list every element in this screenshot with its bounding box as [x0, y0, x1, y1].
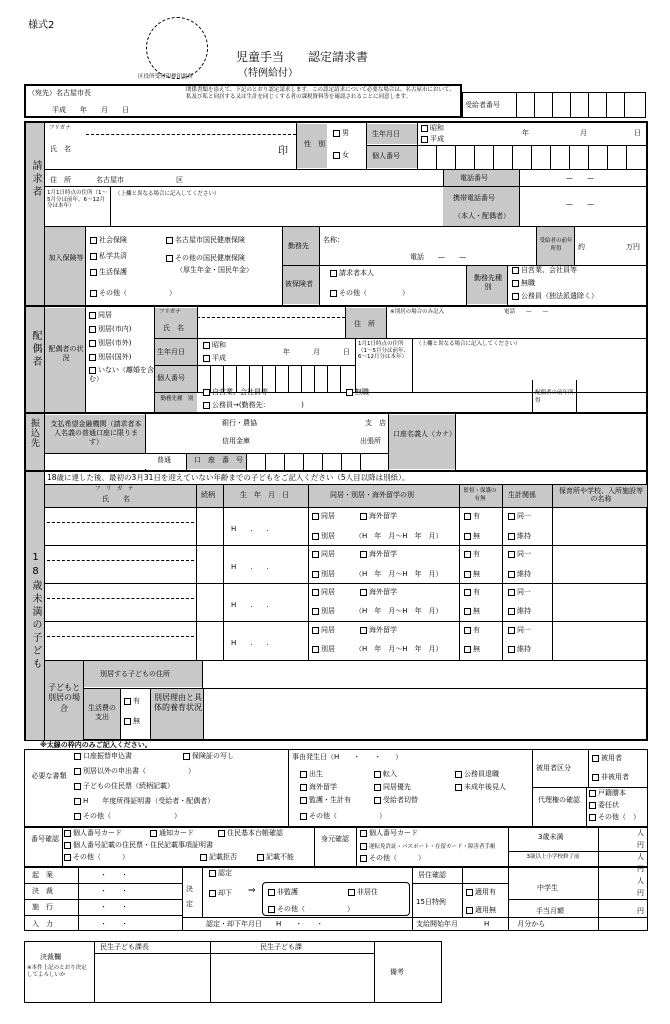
child4-doukyo[interactable]: 同居	[312, 626, 335, 634]
gender-label: 性 別	[304, 140, 325, 148]
event-kango[interactable]: 監護・生計有	[300, 796, 351, 804]
kessai-ran-label: 決裁欄	[40, 953, 61, 961]
doc-hoken[interactable]: 保険証の写し	[183, 752, 234, 760]
insured-label: 被保険者	[285, 280, 313, 288]
caution-text: ※太線の枠内のみご記入ください。	[40, 741, 152, 749]
income-label: 受給者の前年所得	[539, 238, 573, 252]
claimant-furigana-label: フリガナ	[49, 125, 71, 131]
child4-iji[interactable]: 維持	[508, 645, 531, 653]
kian-label: 起 案	[32, 871, 53, 879]
stamp-area	[146, 17, 208, 79]
children-h-furigana: フ リ ガ ナ	[95, 486, 134, 492]
num-juminhyo[interactable]: 個人番号記載の住民票・住民記載事項証明書	[64, 841, 213, 849]
child2-doukyo[interactable]: 同居	[312, 550, 335, 558]
request-date[interactable]: 平成 年 月 日	[52, 106, 129, 114]
kessai-label: 決 裁	[32, 887, 53, 895]
child1-period[interactable]: （H 年 月～H 年 月）	[355, 532, 443, 540]
pay-start-value[interactable]: H 月分から	[484, 920, 546, 928]
form-number: 様式2	[28, 20, 55, 31]
num-daicho[interactable]: 住民基本台帳確認	[218, 829, 283, 837]
birth-day: 日	[634, 129, 641, 137]
spouse-birth-day: 日	[343, 348, 350, 356]
child2-douitsu[interactable]: 同一	[508, 550, 531, 558]
id-other[interactable]: その他（ ）	[360, 854, 425, 862]
under3-yen: 円	[637, 841, 644, 849]
child1-iji[interactable]: 維持	[508, 532, 531, 540]
emp-type-label: 勤務先種 別	[474, 274, 509, 292]
kyakka-arrow: ⇒	[248, 886, 256, 896]
child1-doukyo[interactable]: 同居	[312, 512, 335, 520]
gender-male[interactable]: 男	[333, 129, 349, 137]
child4-bekkyo[interactable]: 別居	[312, 645, 335, 653]
bikou-label: 備考	[390, 968, 404, 976]
emp-type-none[interactable]: 無職	[512, 279, 535, 287]
type-employee[interactable]: 被用者	[592, 754, 622, 762]
insurance-label: 加入保険等	[48, 254, 84, 262]
personal-no-label: 個人番号	[372, 152, 400, 160]
children-note: 18歳に達した後、最初の3月31日を迎えていない年齢までの子どもをご記入ください（5人目以降は別紙）。	[47, 473, 410, 482]
ins-other[interactable]: その他（ ）	[90, 289, 176, 297]
child4-douitsu[interactable]: 同一	[508, 626, 531, 634]
spouse-emp-none[interactable]: 無職	[346, 388, 369, 396]
child2-bekkyo[interactable]: 別居	[312, 570, 335, 578]
under3-2-nin: 人	[637, 853, 644, 861]
child4-care-yes[interactable]: 有	[464, 626, 480, 634]
spouse-birth-label: 生年月日	[157, 348, 185, 356]
mobile-owner: （本人・配偶者）	[454, 212, 510, 220]
kian-date[interactable]: ・ ・	[100, 871, 128, 879]
spouse-heisei[interactable]: 平成	[203, 354, 226, 362]
recipient-type-label: 被用者区分	[536, 764, 571, 772]
under3-label: 3歳未満	[538, 833, 564, 841]
doc-shotoku[interactable]: H 年度所得証明書（受給者・配偶者）	[74, 797, 214, 805]
id-license[interactable]: 運転免許証・パスポート・在留カード・障害者手帳	[360, 843, 496, 850]
bank-type-shinkin: 信用金庫	[222, 437, 250, 445]
bank-branch2: 出張所	[360, 437, 381, 445]
ins-nagoya-kokuho[interactable]: 名古屋市国民健康保険	[166, 236, 245, 244]
birth-showa[interactable]: 昭和	[421, 124, 444, 132]
account-type-futsu: 普通	[157, 456, 171, 464]
gender-female[interactable]: 女	[333, 151, 349, 159]
income-approx: 約	[578, 243, 585, 251]
bank-branch: 支 店	[365, 419, 386, 427]
spouse-emp-public[interactable]: 公務員→(勤務先： )	[203, 401, 304, 409]
spouse-furigana: フリガナ	[159, 309, 181, 315]
spouse-emp-type-label: 勤務先種 別	[160, 396, 194, 402]
nyuryoku-date[interactable]: ・ ・	[100, 920, 128, 928]
consent-text: 関係書類を添えて、下記のとおり認定請求します。この認定請求について必要な場合は、名古屋市において、私及び私と同居する又は生計を同じくする者の課税資料等を確認されることに同意します。	[186, 87, 455, 101]
claimant-section-label: 請求者	[30, 160, 41, 199]
birth-heisei[interactable]: 平成	[421, 135, 444, 143]
bank-label: 支払希望金融機関（請求者本人名義の普通口座に限ります）	[50, 420, 142, 447]
children-h-live: 同居・別居・海外留学の別	[330, 491, 414, 499]
doc-other[interactable]: その他（ ）	[74, 812, 181, 820]
child3-bekkyo[interactable]: 別居	[312, 607, 335, 615]
claimant-name-input[interactable]	[86, 136, 296, 164]
docs-label: 必要な書類	[31, 772, 67, 780]
num-other[interactable]: その他（ ）	[64, 853, 129, 861]
spouse-birth-year: 年	[283, 348, 290, 356]
ins-other-kokuho[interactable]: その他の国民健康保険	[166, 254, 245, 262]
reason-label: 別居理由と具体的養育状況	[154, 693, 202, 713]
employer-name[interactable]: 名称：	[323, 236, 344, 244]
mobile-label: 携帯電話番号	[453, 194, 495, 202]
child3-care-no[interactable]: 無	[464, 607, 480, 615]
kessai-date[interactable]: ・ ・	[100, 887, 128, 895]
addressee: （宛先）名古屋市長	[28, 89, 91, 97]
emp-type-public[interactable]: 公務員（独法派遣除く）	[512, 292, 598, 300]
under3-2-yen: 円	[637, 865, 644, 873]
child4-birth[interactable]: H . .	[231, 639, 269, 647]
spouse-jan-note: （上欄と異なる場合に記入してください）	[416, 341, 521, 347]
form-subtitle: （特例給付）	[238, 68, 298, 79]
spouse-bekkyo-city[interactable]: 別居(市内)	[89, 325, 131, 333]
child2-care-yes[interactable]: 有	[464, 550, 480, 558]
spouse-none[interactable]: いない（離婚を含む）	[89, 366, 154, 384]
kettei-kyakka[interactable]: 却下	[209, 889, 232, 897]
child3-period[interactable]: （H 年 月～H 年 月）	[355, 607, 443, 615]
child-separated-label: 子どもと別居の場合	[48, 683, 80, 713]
kettei-nintei[interactable]: 認定	[209, 869, 232, 877]
child1-care-no[interactable]: 無	[464, 532, 480, 540]
child3-iji[interactable]: 維持	[508, 607, 531, 615]
reason-other[interactable]: その他（ ）	[268, 905, 354, 913]
insured-other[interactable]: その他（ ）	[330, 289, 409, 297]
jan-address-note: （上欄と異なる場合に記入してください）	[115, 191, 220, 197]
middle-label: 中学生	[537, 884, 558, 892]
child1-care-yes[interactable]: 有	[464, 512, 480, 520]
child2-period[interactable]: （H 年 月～H 年 月）	[355, 570, 443, 578]
child1-douitsu[interactable]: 同一	[508, 512, 531, 520]
reason-hikantoku[interactable]: 非監護	[268, 888, 298, 896]
under3-nin: 人	[637, 829, 644, 837]
address-ward: 区	[176, 176, 183, 184]
ka-label: 民生子ども課	[260, 943, 302, 951]
ins-pension-note: （厚生年金・国民年金）	[176, 266, 253, 274]
holder-label: 口座名義人（カナ）	[393, 430, 456, 438]
kettei-date[interactable]: 認定・却下年月日 H ・ ・	[206, 920, 324, 928]
spouse-emp-self[interactable]: 自営業、会社員等	[203, 388, 268, 396]
spouse-section-label: 配偶者	[30, 330, 41, 369]
middle-nin: 人	[637, 877, 644, 885]
phone-label: 電話番号	[460, 174, 488, 182]
spouse-showa[interactable]: 昭和	[203, 341, 226, 349]
employer-label: 勤務先	[288, 242, 309, 250]
spouse-jan-address: 1月1日時点の住所（1～5月分は前年、6～12月分は本年）	[358, 341, 409, 361]
ins-shakai[interactable]: 社会保険	[90, 236, 127, 244]
child2-birth[interactable]: H . .	[231, 563, 269, 571]
child3-doukyo[interactable]: 同居	[312, 588, 335, 596]
shiko-label: 施 行	[32, 903, 53, 911]
seal-mark: 印	[278, 146, 288, 157]
claimant-name-label: 氏 名	[50, 145, 71, 153]
spouse-bekkyo-abroad[interactable]: 別居(国外)	[89, 353, 131, 361]
doc-koza[interactable]: 口座振替申込書	[74, 752, 132, 760]
num-unable[interactable]: 記載不能	[257, 853, 294, 861]
nyuryoku-label: 入 力	[32, 920, 53, 928]
child2-kaigai[interactable]: 海外留学	[360, 550, 397, 558]
children-h-birth: 生 年 月 日	[240, 491, 289, 499]
child3-kaigai[interactable]: 海外留学	[360, 588, 397, 596]
account-no-label: 口 座 番 号	[194, 456, 243, 464]
insured-self[interactable]: 請求者本人	[330, 269, 374, 277]
kessai-note: ※本件上記のとおり決定してよろしいか	[27, 965, 87, 979]
spouse-name-label: 氏 名	[163, 324, 184, 332]
tokurei-no[interactable]: 適用無	[466, 906, 496, 914]
spouse-address-note: ※別居の場合のみ記入	[390, 309, 445, 315]
agent-ininjo[interactable]: 委任状	[589, 801, 619, 809]
child3-birth[interactable]: H . .	[231, 601, 269, 609]
kacho-label: 民生子ども課長	[100, 943, 149, 951]
mobile-input[interactable]: — —	[566, 200, 594, 208]
child2-iji[interactable]: 維持	[508, 570, 531, 578]
num-card[interactable]: 個人番号カード	[64, 829, 122, 837]
child1-kaigai[interactable]: 海外留学	[360, 512, 397, 520]
income-unit: 万円	[626, 243, 640, 251]
event-other[interactable]: その他（ ）	[300, 812, 386, 820]
bank-type-bank: 銀行・農協	[222, 419, 257, 427]
child1-birth[interactable]: H . .	[231, 525, 269, 533]
address-label: 住 所	[50, 176, 71, 184]
event-birth[interactable]: 出生	[300, 770, 323, 778]
support-label: 生活費の支出	[88, 704, 116, 722]
support-yes[interactable]: 有	[124, 697, 140, 705]
support-no[interactable]: 無	[124, 717, 140, 725]
children-h-life: 生計関係	[508, 491, 536, 499]
middle-yen: 円	[637, 889, 644, 897]
id-card[interactable]: 個人番号カード	[360, 829, 418, 837]
form-title: 児童手当 認定請求書	[236, 50, 369, 64]
jan-address-label: 1月1日時点の住所（1～5月分は前年、6～12月分は本年）	[47, 190, 107, 210]
address-city: 名古屋市	[96, 176, 124, 184]
type-nonemployee[interactable]: 非被用者	[592, 773, 629, 781]
doc-bekkyo[interactable]: 別居以外の申出書（ ）	[74, 767, 195, 775]
children-h-name: 氏 名	[102, 495, 130, 503]
ins-shigaku[interactable]: 私学共済	[90, 252, 127, 260]
birth-month: 月	[580, 129, 587, 137]
spouse-address-label: 住 所	[354, 320, 375, 328]
stamp-label: 区役所受付印押印場所	[138, 74, 194, 80]
child2-care-no[interactable]: 無	[464, 570, 480, 578]
agent-label: 代理権の確認	[538, 796, 580, 804]
child4-care-no[interactable]: 無	[464, 645, 480, 653]
spouse-status-label: 配偶者の状況	[48, 345, 84, 363]
event-tennyu[interactable]: 転入	[374, 770, 397, 778]
children-h-school: 保育所や学校、入所施設等の名称	[559, 487, 643, 504]
event-doukyo[interactable]: 同居優先	[374, 783, 411, 791]
children-section-label: 18歳未満の子ども	[30, 552, 41, 671]
event-switch[interactable]: 受給者切替	[374, 796, 418, 804]
spouse-bekkyo-outside[interactable]: 別居(市外)	[89, 339, 131, 347]
spouse-income-label: 配偶者の前年所得	[535, 390, 574, 404]
num-refuse[interactable]: 記載拒否	[200, 853, 237, 861]
tokurei-label: 15日特例	[416, 898, 446, 906]
event-retire[interactable]: 公務員退職	[455, 770, 499, 778]
number-check-label: 番号確認	[31, 835, 59, 843]
shiko-date[interactable]: ・ ・	[100, 903, 128, 911]
spouse-birth-month: 月	[313, 348, 320, 356]
doc-juminhyo[interactable]: 子どもの住民票（続柄記載）	[74, 782, 174, 790]
child4-period[interactable]: （H 年 月～H 年 月）	[355, 645, 443, 653]
reason-hikyoju[interactable]: 非居住	[348, 888, 378, 896]
birth-year: 年	[522, 129, 529, 137]
recipient-no-label: 受給者番号	[465, 101, 500, 109]
children-h-rel: 続柄	[201, 491, 215, 499]
separated-address-label: 別居する子どもの住所	[100, 670, 170, 678]
pay-start-label: 支給開始年月	[416, 920, 458, 928]
allowance-yen: 円	[637, 907, 644, 915]
event-abroad[interactable]: 海外留学	[300, 783, 337, 791]
agent-koseki[interactable]: 戸籍謄本	[589, 789, 626, 797]
ins-seikatsu[interactable]: 生活保護	[90, 268, 127, 276]
allowance-label: 手当月額	[536, 907, 564, 915]
spouse-doukyo[interactable]: 同居	[89, 311, 112, 319]
child1-bekkyo[interactable]: 別居	[312, 532, 335, 540]
child4-kaigai[interactable]: 海外留学	[360, 626, 397, 634]
bank-section-label: 振込先	[29, 418, 39, 448]
employer-tel[interactable]: 電話 — —	[410, 253, 466, 261]
under3-2-label: 3歳以上小学校修了前	[526, 854, 580, 860]
kettei-label: 決定	[186, 885, 193, 909]
kyojuu-label: 居住確認	[418, 871, 446, 879]
agent-other[interactable]: その他（ ）	[589, 813, 640, 821]
num-notice[interactable]: 通知カード	[150, 829, 194, 837]
identity-label: 身元確認	[321, 835, 349, 843]
phone-input[interactable]: — —	[566, 174, 594, 182]
tokurei-yes[interactable]: 適用有	[466, 888, 496, 896]
spouse-personal-no: 個人番号	[157, 374, 185, 382]
child3-care-yes[interactable]: 有	[464, 588, 480, 596]
children-h-care: 監督・保護の有無	[463, 488, 497, 502]
event-date[interactable]: 事由発生日（H ・ ・ ）	[292, 753, 403, 761]
event-guardian[interactable]: 未成年後見人	[455, 783, 506, 791]
birth-label: 生年月日	[372, 130, 400, 138]
spouse-tel[interactable]: 電話 — —	[504, 309, 549, 315]
child3-douitsu[interactable]: 同一	[508, 588, 531, 596]
emp-type-self[interactable]: 自営業、会社員等	[512, 266, 577, 274]
